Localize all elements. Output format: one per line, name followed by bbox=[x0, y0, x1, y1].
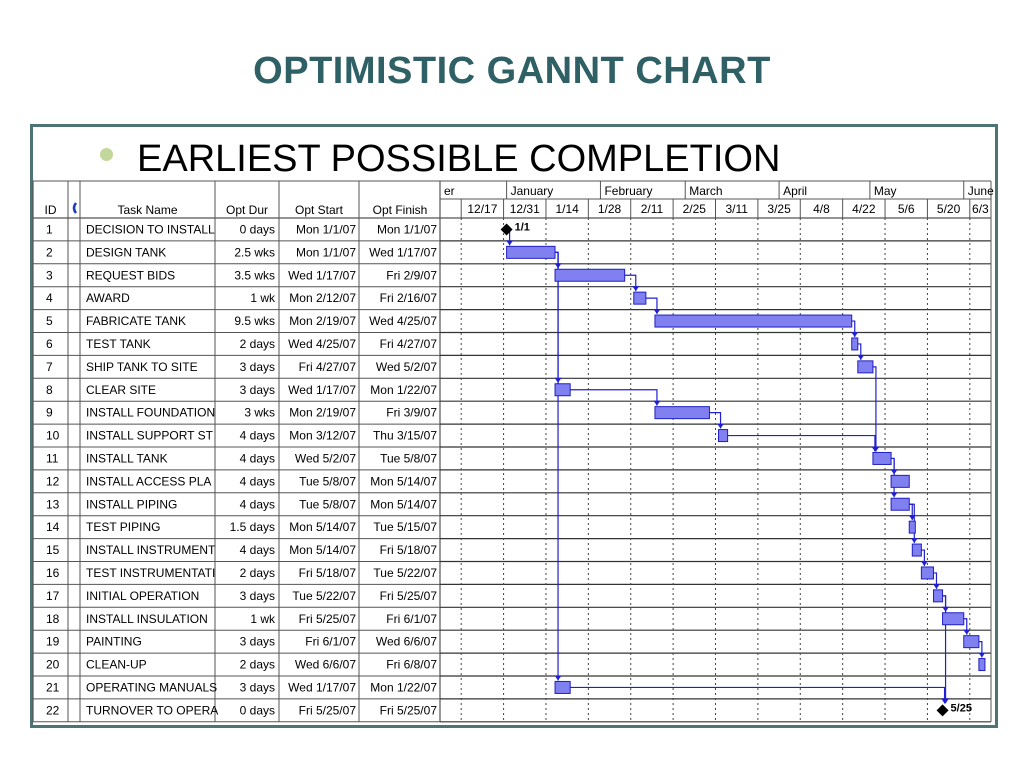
task-finish: Tue 5/8/07 bbox=[380, 451, 437, 466]
task-duration: 0 days bbox=[239, 222, 275, 237]
task-bar bbox=[655, 315, 852, 327]
task-bar bbox=[719, 430, 728, 442]
task-duration: 1 wk bbox=[250, 291, 275, 306]
week-label: 12/31 bbox=[509, 202, 540, 216]
task-finish: Fri 5/25/07 bbox=[379, 703, 437, 718]
month-label: May bbox=[873, 184, 897, 198]
task-bar bbox=[964, 636, 979, 648]
task-duration: 2 days bbox=[239, 657, 275, 672]
task-id: 2 bbox=[46, 245, 53, 260]
week-label: 1/28 bbox=[597, 202, 622, 216]
task-duration: 4 days bbox=[239, 428, 275, 443]
task-id: 19 bbox=[46, 634, 60, 649]
task-name: INSTALL PIPING bbox=[86, 497, 178, 512]
task-name: TEST TANK bbox=[86, 336, 151, 351]
task-finish: Fri 6/8/07 bbox=[386, 657, 437, 672]
week-label: 5/6 bbox=[897, 202, 915, 216]
task-name: INITIAL OPERATION bbox=[86, 588, 200, 603]
task-start: Fri 4/27/07 bbox=[298, 359, 356, 374]
week-label: 4/22 bbox=[852, 202, 876, 216]
task-id: 1 bbox=[46, 222, 53, 237]
column-header: ID bbox=[44, 203, 57, 217]
task-bar bbox=[555, 681, 570, 693]
week-label: 6/3 bbox=[972, 202, 989, 216]
task-start: Mon 3/12/07 bbox=[289, 428, 356, 443]
task-bar bbox=[943, 613, 964, 625]
week-label: 5/20 bbox=[936, 202, 961, 216]
task-finish: Wed 4/25/07 bbox=[369, 314, 437, 329]
task-finish: Mon 5/14/07 bbox=[370, 474, 437, 489]
task-start: Fri 6/1/07 bbox=[305, 634, 356, 649]
task-bar bbox=[933, 590, 942, 602]
task-bar bbox=[979, 659, 985, 671]
task-start: Mon 2/19/07 bbox=[289, 405, 356, 420]
task-id: 20 bbox=[46, 657, 60, 672]
task-finish: Fri 5/25/07 bbox=[379, 588, 437, 603]
task-finish: Wed 1/17/07 bbox=[369, 245, 437, 260]
week-label: 2/25 bbox=[682, 202, 706, 216]
task-finish: Fri 5/18/07 bbox=[379, 543, 437, 558]
task-start: Tue 5/8/07 bbox=[299, 497, 356, 512]
task-bar bbox=[873, 452, 891, 464]
month-label: er bbox=[444, 184, 455, 198]
task-name: CLEAR SITE bbox=[86, 382, 157, 397]
task-start: Fri 5/25/07 bbox=[298, 611, 356, 626]
task-duration: 2 days bbox=[239, 565, 275, 580]
task-start: Fri 5/25/07 bbox=[298, 703, 356, 718]
task-start: Wed 1/17/07 bbox=[288, 382, 356, 397]
task-start: Wed 1/17/07 bbox=[288, 680, 356, 695]
task-bar bbox=[634, 292, 646, 304]
task-start: Mon 1/1/07 bbox=[295, 245, 356, 260]
task-name: INSTALL INSTRUMENT bbox=[86, 543, 216, 558]
task-duration: 3 days bbox=[239, 634, 275, 649]
task-duration: 3 days bbox=[239, 680, 275, 695]
task-id: 7 bbox=[46, 359, 53, 374]
task-finish: Wed 6/6/07 bbox=[375, 634, 437, 649]
week-label: 12/17 bbox=[467, 202, 498, 216]
task-finish: Tue 5/22/07 bbox=[373, 565, 437, 580]
task-duration: 4 days bbox=[239, 451, 275, 466]
task-name: SHIP TANK TO SITE bbox=[86, 359, 198, 374]
task-finish: Thu 3/15/07 bbox=[372, 428, 437, 443]
task-id: 17 bbox=[46, 588, 60, 603]
task-id: 16 bbox=[46, 565, 60, 580]
task-id: 12 bbox=[46, 474, 60, 489]
task-bar bbox=[891, 475, 909, 487]
task-start: Mon 5/14/07 bbox=[289, 543, 356, 558]
task-name: DECISION TO INSTALL bbox=[86, 222, 215, 237]
task-name: TEST PIPING bbox=[86, 520, 161, 535]
month-label: June bbox=[967, 184, 994, 198]
task-id: 9 bbox=[46, 405, 53, 420]
task-name: AWARD bbox=[86, 291, 130, 306]
task-duration: 2 days bbox=[239, 336, 275, 351]
task-finish: Mon 1/22/07 bbox=[370, 680, 437, 695]
task-finish: Mon 5/14/07 bbox=[370, 497, 437, 512]
task-finish: Mon 1/22/07 bbox=[370, 382, 437, 397]
task-start: Tue 5/8/07 bbox=[299, 474, 356, 489]
column-header: Opt Dur bbox=[225, 203, 269, 217]
task-id: 22 bbox=[46, 703, 60, 718]
task-bar bbox=[891, 498, 909, 510]
week-label: 4/8 bbox=[813, 202, 830, 216]
task-duration: 3 wks bbox=[244, 405, 275, 420]
task-finish: Fri 6/1/07 bbox=[386, 611, 437, 626]
column-header: Opt Finish bbox=[372, 203, 428, 217]
task-id: 11 bbox=[46, 451, 59, 466]
task-finish: Fri 4/27/07 bbox=[379, 336, 437, 351]
milestone-label: 5/25 bbox=[950, 702, 972, 715]
task-name: INSTALL ACCESS PLA bbox=[86, 474, 212, 489]
task-name: OPERATING MANUALS bbox=[86, 680, 218, 695]
task-finish: Wed 5/2/07 bbox=[375, 359, 437, 374]
week-label: 3/25 bbox=[767, 202, 791, 216]
task-bar bbox=[912, 544, 921, 556]
task-bar bbox=[555, 384, 570, 396]
month-label: March bbox=[689, 184, 723, 198]
task-id: 8 bbox=[46, 382, 53, 397]
task-duration: 3.5 wks bbox=[234, 268, 275, 283]
task-duration: 4 days bbox=[239, 543, 275, 558]
month-label: January bbox=[510, 184, 554, 198]
task-id: 13 bbox=[46, 497, 60, 512]
task-bar bbox=[921, 567, 933, 579]
task-duration: 4 days bbox=[239, 474, 275, 489]
week-label: 1/14 bbox=[555, 202, 579, 216]
task-name: DESIGN TANK bbox=[86, 245, 167, 260]
month-label: February bbox=[604, 184, 653, 198]
task-name: TEST INSTRUMENTATI bbox=[86, 565, 216, 580]
task-duration: 1 wk bbox=[250, 611, 275, 626]
task-start: Wed 4/25/07 bbox=[288, 336, 356, 351]
task-id: 4 bbox=[46, 291, 53, 306]
task-name: PAINTING bbox=[86, 634, 142, 649]
task-start: Wed 5/2/07 bbox=[294, 451, 356, 466]
task-start: Wed 1/17/07 bbox=[288, 268, 356, 283]
task-name: INSTALL SUPPORT ST bbox=[86, 428, 213, 443]
milestone-label: 1/1 bbox=[514, 221, 530, 234]
task-start: Mon 2/19/07 bbox=[289, 314, 356, 329]
task-bar bbox=[555, 269, 625, 281]
task-bar bbox=[858, 361, 873, 373]
task-bar bbox=[909, 521, 915, 533]
task-name: INSTALL FOUNDATION bbox=[86, 405, 216, 420]
task-finish: Mon 1/1/07 bbox=[376, 222, 437, 237]
task-finish: Fri 3/9/07 bbox=[386, 405, 437, 420]
task-name: INSTALL INSULATION bbox=[86, 611, 208, 626]
task-finish: Fri 2/9/07 bbox=[386, 268, 437, 283]
column-header: Opt Start bbox=[294, 203, 344, 217]
grid-background bbox=[33, 181, 991, 722]
task-id: 3 bbox=[46, 268, 53, 283]
task-start: Fri 5/18/07 bbox=[298, 565, 356, 580]
task-id: 21 bbox=[46, 680, 60, 695]
task-start: Tue 5/22/07 bbox=[292, 588, 356, 603]
task-duration: 3 days bbox=[239, 588, 275, 603]
task-finish: Tue 5/15/07 bbox=[373, 520, 437, 535]
task-duration: 3 days bbox=[239, 382, 275, 397]
task-start: Mon 1/1/07 bbox=[295, 222, 356, 237]
task-name: FABRICATE TANK bbox=[86, 314, 187, 329]
slide-title: OPTIMISTIC GANNT CHART bbox=[253, 50, 771, 92]
task-name: REQUEST BIDS bbox=[86, 268, 176, 283]
month-label: April bbox=[783, 184, 808, 198]
task-name: TURNOVER TO OPERA bbox=[86, 703, 219, 718]
task-name: CLEAN-UP bbox=[86, 657, 147, 672]
task-duration: 1.5 days bbox=[229, 520, 275, 535]
task-id: 15 bbox=[46, 543, 60, 558]
task-id: 10 bbox=[46, 428, 60, 443]
task-start: Wed 6/6/07 bbox=[294, 657, 356, 672]
bullet-text: EARLIEST POSSIBLE COMPLETION bbox=[137, 138, 781, 180]
task-bar bbox=[852, 338, 858, 350]
task-start: Mon 2/12/07 bbox=[289, 291, 356, 306]
task-finish: Fri 2/16/07 bbox=[379, 291, 437, 306]
task-duration: 2.5 wks bbox=[234, 245, 275, 260]
task-id: 18 bbox=[46, 611, 60, 626]
column-header: Task Name bbox=[117, 203, 178, 217]
task-duration: 9.5 wks bbox=[234, 314, 275, 329]
week-label: 3/11 bbox=[725, 202, 748, 216]
task-start: Mon 5/14/07 bbox=[289, 520, 356, 535]
task-name: INSTALL TANK bbox=[86, 451, 168, 466]
task-duration: 4 days bbox=[239, 497, 275, 512]
task-duration: 3 days bbox=[239, 359, 275, 374]
task-id: 14 bbox=[46, 520, 60, 535]
task-id: 6 bbox=[46, 336, 53, 351]
task-bar bbox=[507, 246, 555, 258]
task-id: 5 bbox=[46, 314, 53, 329]
task-bar bbox=[655, 407, 709, 419]
week-label: 2/11 bbox=[640, 202, 664, 216]
task-duration: 0 days bbox=[239, 703, 275, 718]
